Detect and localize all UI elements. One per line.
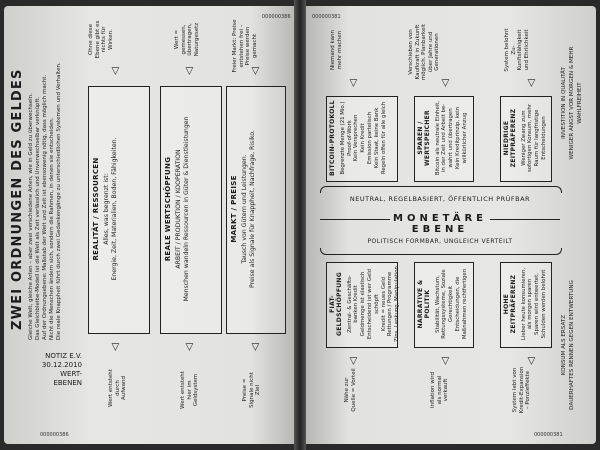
box-line: Begrenzte Menge (21 Mio.) — [339, 101, 346, 175]
box-line: in der Zeit und Arbeit be- — [441, 103, 448, 173]
box-line: Geldmenge ist elastisch — [360, 271, 367, 337]
note-top: Verschieben von Kaufkraft in Zukunft möglich. Planbarkeit über Jahre und Generationen — [408, 23, 440, 81]
brace-bottom — [320, 248, 562, 255]
note-bottom: Wert entsteht durch Aufwand — [108, 369, 127, 407]
monetary-title: MONETÄRE EBENE — [393, 213, 487, 235]
box-line: Kein Kreditprinzip, kein — [454, 106, 461, 170]
intro-line: Nicht die Menschen ändern sich, sondern die Rahmen, in denen sie entscheiden. — [49, 117, 55, 340]
box-text — [418, 100, 469, 176]
box-text — [504, 100, 548, 176]
page-stamp: 000000381 — [534, 432, 563, 438]
box-title: NIEDRIGE ZEITPRÄFERENZ — [503, 108, 517, 168]
box-line: Rettungssysteme, Soziale — [441, 269, 448, 339]
arrow-icon: ◁ — [109, 67, 121, 75]
arrow-icon: ◁ — [525, 357, 537, 365]
arrow-icon: ◁ — [525, 79, 537, 87]
arrow-icon: ◁ — [439, 79, 451, 87]
note-top: Freier Markt: Preise entstehen frei – Preise werden gemacht — [232, 19, 258, 73]
box-line: Kredit = neues Geld — [380, 276, 387, 332]
box-line: Alles, was begrenzt ist: — [103, 173, 110, 245]
note-bottom: Inflation wird als normal verkauft — [430, 372, 449, 408]
divider — [490, 219, 560, 220]
top-footer — [560, 28, 584, 178]
page-stamp: 000000386 — [40, 432, 69, 438]
intro-line: Die reale Knappheit führt durch zwei Gedankengänge zu unterschiedlichen Systemen und Verhalten. — [56, 62, 62, 340]
page-title: ZWEI ORDNUNGEN DES GELDES — [10, 68, 25, 330]
note-top: Ohne diese Ebene gibt es nichts für Wirken. — [88, 20, 114, 59]
box-line: als morgen sparen — [527, 278, 534, 330]
page-stamp: 000000381 — [312, 14, 341, 20]
bottom-footer — [560, 270, 576, 420]
notiz-line: NOTIZ E.V. — [45, 352, 82, 360]
note-bottom: Wert entsteht hier im Geldsystem — [180, 371, 199, 409]
box-text — [164, 90, 191, 328]
note-bottom: System lebt von Kredit-Expansion – Ponzieffekte — [512, 366, 531, 414]
arrow-icon: ◁ — [109, 343, 121, 351]
note-top: Wert = gemessen, übertragen, Naturgesetz — [174, 22, 200, 57]
page-stamp: 000000386 — [262, 14, 291, 20]
box-line: Lieber heute konsumieren, — [520, 267, 527, 341]
notiz-line: 30.12.2010 — [41, 361, 82, 369]
box-text — [92, 90, 119, 328]
arrow-icon: ◁ — [249, 343, 261, 351]
box-line: Sparen wird entwertet, — [534, 273, 541, 335]
arrow-icon: ◁ — [347, 79, 359, 87]
box-title: HOHE ZEITPRÄFERENZ — [503, 274, 517, 334]
box-line: Menschen wandeln Ressourcen in Güter & Dienstleistungen — [183, 116, 190, 302]
box-text — [330, 100, 387, 176]
box-line: Zentral- & Geschäfts- — [346, 275, 353, 333]
note-bottom: Nähe zur Quelle = Vorteil — [344, 368, 357, 412]
monetary-title-band — [320, 207, 560, 233]
box-line: Kein Versprechen — [353, 114, 360, 162]
band-bottom-label: POLITISCH FORMBAR, UNGLEICH VERTEILT — [367, 238, 513, 245]
box-line: Stabilität, Wachstum, — [434, 275, 441, 333]
box-line: sofortigen Konsum, mehr — [527, 103, 534, 173]
box-line: Zins, Lenkung, Manipulation — [394, 266, 401, 342]
notiz-line: WERT- — [60, 370, 82, 378]
notiz-block — [40, 352, 82, 388]
box-line: Weniger Zwang zum — [520, 110, 527, 166]
box-line: Bitcoin als neutrale Einheit, — [434, 100, 441, 176]
box-title: MARKT / PREISE — [230, 175, 238, 243]
box-title: SPAREN / WERTSPEICHER — [417, 110, 431, 166]
notiz-line: EBENEN — [53, 379, 82, 387]
divider — [320, 219, 390, 220]
intro-line: Auf der Ordnungsebene: Maßstab der Welt und Zeit ist ebensowenig nötig, dass möglich macht. — [42, 74, 48, 340]
box-title: BITCOIN-PROTOKOLL — [329, 100, 336, 176]
brace-top — [320, 186, 562, 193]
box-text — [330, 266, 401, 342]
box-line: Kein Staat, keine Bank — [373, 107, 380, 169]
box-title: NARRATIVE & POLITIK — [417, 279, 431, 329]
box-line: Entscheidungen — [540, 116, 547, 160]
box-title: REALE WERTSCHÖPFUNG — [164, 156, 172, 262]
box-line: Regeln offen für alle gleich — [380, 101, 387, 175]
band-top-label: NEUTRAL, REGELBASIERT, ÖFFENTLICH PRÜFBAR — [349, 195, 531, 203]
footer-line: WENIGER ANGST VOR MORGEN & MEHR WAHLFREIHEIT — [569, 46, 583, 160]
box-line: banken Kredit — [353, 285, 360, 323]
arrow-icon: ◁ — [183, 67, 195, 75]
box-line: Gerechtigkeit — [448, 285, 455, 323]
box-line: Schulden werden belohnt — [540, 269, 547, 339]
arrow-icon: ◁ — [183, 343, 195, 351]
arrow-icon: ◁ — [439, 357, 451, 365]
arrow-icon: ◁ — [347, 357, 359, 365]
intro-line: Gleiche Welt, gleiche Arten – aber zwei verschiedene Arten, wie in Geld zu überwechseln. — [28, 93, 34, 340]
box-line: Entscheidungen, die — [454, 276, 461, 332]
box-text — [504, 266, 548, 342]
footer-line: DAUERHAFTES RENNEN GEGEN ENTWERTUNG — [569, 280, 575, 410]
box-text — [418, 266, 469, 342]
box-line: Kein Kredit — [360, 123, 367, 153]
footer-line: KONSUM ALS ERSATZ — [561, 314, 567, 376]
note-top: Niemand kann mehr machen — [330, 30, 343, 70]
box-line: Proof-of-Work — [346, 120, 353, 156]
arrow-icon: ◁ — [249, 67, 261, 75]
box-line: ARBEIT / PRODUKTION / KOOPERATION — [175, 149, 182, 269]
footer-line: INVESTITION IN QUALITÄT — [561, 67, 567, 139]
box-line: wahrt und übertragen — [448, 108, 455, 168]
box-line: Entscheidend ist wer Geld schöpft — [366, 268, 380, 340]
box-text — [230, 90, 257, 328]
box-line: Rettungen / Programme — [387, 271, 394, 337]
box-line: Energie, Zeit, Materialien, Boden, Fähigkeiten. — [111, 137, 118, 281]
box-line: willkürlicher Anzug — [461, 112, 468, 164]
box-title: FIAT-GELDSCHÖPFUNG — [329, 272, 343, 336]
box-line: Tausch von Gütern und Leistungen. — [241, 154, 248, 264]
note-top: System belohnt Zu-Kunftsfähigkeit und Ehrlichkeit — [504, 28, 530, 72]
box-line: Preise als Signale für Knappheit, Nachfrage, Risiko. — [249, 130, 256, 288]
note-bottom: Preise = Signale nicht Ziel — [242, 372, 261, 408]
intro-line: Das Gleichbleibe-Modell ist die Welt als Zeit verlässlich und Unverwechselbar verknüpft. — [35, 96, 41, 340]
box-line: Raum für langfristige — [534, 109, 541, 167]
box-title: REALITÄT / RESSOURCEN — [92, 157, 100, 261]
box-line: Emission parteiisch — [366, 111, 373, 165]
book-gutter — [294, 0, 306, 450]
box-line: Maßnahmen rechtfertigen — [461, 268, 468, 340]
